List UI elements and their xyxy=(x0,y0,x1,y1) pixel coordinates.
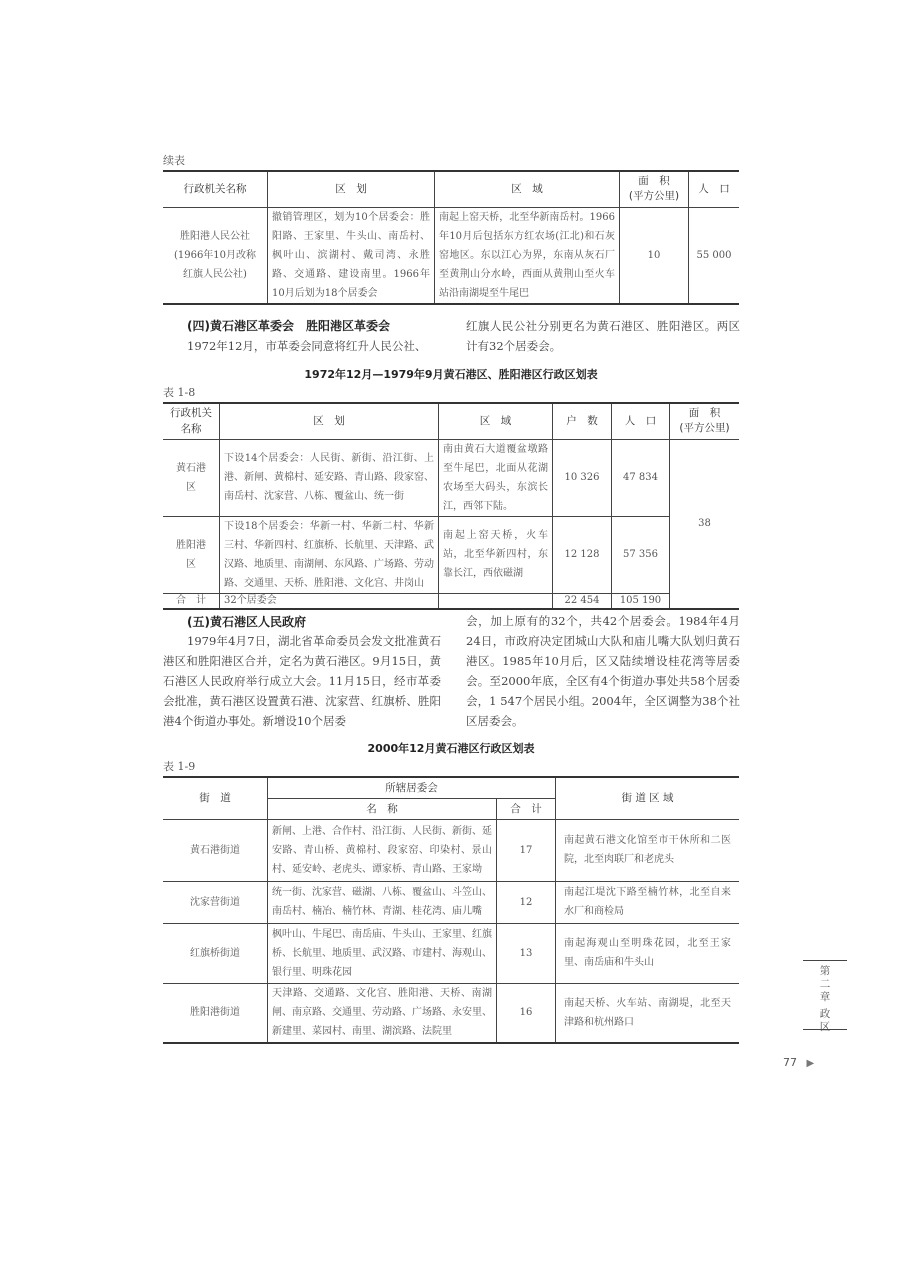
col-header-area xyxy=(620,171,689,207)
table19-label: 表 1-9 xyxy=(163,760,196,773)
cell-street: 沈家营街道 xyxy=(163,881,268,923)
chapter-number: 第二章 xyxy=(819,965,831,1003)
cell-names: 新闸、上港、合作村、沿江街、人民街、新街、延安路、青山桥、黄棉村、段家窑、印染村、景山村、延安岭、老虎头、谭家桥、青山路、王家坳 xyxy=(268,819,497,881)
col-header-name: 行政机关名称 xyxy=(163,403,220,439)
table-continued xyxy=(163,170,739,305)
table19-title: 2000年12月黄石港区行政区划表 xyxy=(367,742,535,755)
col-header-area-desc: 区 域 xyxy=(435,171,620,207)
col-header-count: 合 计 xyxy=(497,798,556,819)
col-header-street: 街 道 xyxy=(163,777,268,819)
section4-heading: (四)黄石港区革委会 胜阳港区革委会 xyxy=(187,319,390,333)
cell-street-area: 南起江堤沈下路至楠竹林，北至自来水厂和商检局 xyxy=(556,881,740,923)
cell-area-desc: 南起上窑天桥，北至华新南岳村。1966年10月后包括东方红农场(江北)和石灰窑地区。东以江心为界，东南从灰石厂至黄荆山分水岭，西面从黄荆山至火车站沿南湖堤至牛尾巴 xyxy=(435,207,620,304)
area-header-unit: (平方公里) xyxy=(628,190,680,203)
cell-names: 统一街、沈家营、磁湖、八栋、覆盆山、斗笠山、南岳村、楠冶、楠竹林、青湖、桂花湾、庙儿嘴 xyxy=(268,881,497,923)
cell-total-population: 105 190 xyxy=(612,593,670,609)
col-header-names: 名 称 xyxy=(268,798,497,819)
section5-text-right: 会，加上原有的32个，共42个居委会。1984年4月24日，市政府决定团城山大队和庙儿嘴大队划归黄石港区。1985年10月后，区又陆续增设桂花湾等居委会。至2000年底，全区有4个街道办事处共58个居委会，1 547个居民小组。2004年，全区调整为38个社区居委会。 xyxy=(466,614,740,728)
section4-text-left: 1972年12月，市革委会同意将红升人民公社、 xyxy=(187,339,427,353)
section5-text-left: 1979年4月7日，湖北省革命委员会发文批准黄石港区和胜阳港区合并，定名为黄石港区。9月15日，黄石港区人民政府举行成立大会。11月15日，经市革委会批准，黄石港区设置黄石港、沈家营、红旗桥、胜阳港4个街道办事处。新增设10个居委 xyxy=(163,634,441,728)
cell-area: 10 xyxy=(620,207,689,304)
cell-population: 47 834 xyxy=(612,439,670,516)
cell-population: 55 000 xyxy=(689,207,740,304)
col-header-area-desc: 区 域 xyxy=(439,403,553,439)
cell-total-households: 22 454 xyxy=(553,593,612,609)
cell-households: 10 326 xyxy=(553,439,612,516)
table-row xyxy=(163,881,739,923)
cell-population: 57 356 xyxy=(612,516,670,593)
area-header-line1: 面 积 xyxy=(638,175,670,188)
col-header-street-area: 街 道 区 域 xyxy=(556,777,740,819)
cell-area-desc: 南起上窑天桥，火车站，北至华新四村，东靠长江，西依磁湖 xyxy=(439,516,553,593)
cell-street: 红旗桥街道 xyxy=(163,923,268,983)
table18-title: 1972年12月—1979年9月黄石港区、胜阳港区行政区划表 xyxy=(304,368,598,381)
table-1-9 xyxy=(163,776,739,1044)
cell-count: 17 xyxy=(497,819,556,881)
cell-name: 胜阳港区 xyxy=(163,516,220,593)
area-header-unit: (平方公里) xyxy=(679,422,730,435)
section5-heading: (五)黄石港区人民政府 xyxy=(187,615,306,629)
cell-street-area: 南起黄石港文化馆至市干休所和二医院，北至肉联厂和老虎头 xyxy=(556,819,740,881)
table-row xyxy=(163,923,739,983)
cell-name: 黄石港区 xyxy=(163,439,220,516)
table-row xyxy=(163,207,739,304)
chapter-title: 政区 xyxy=(819,1008,831,1033)
col-header-group: 所辖居委会 xyxy=(268,777,556,798)
triangle-right-icon: ▶ xyxy=(806,1058,815,1069)
cell-name: 胜阳港人民公社(1966年10月改称红旗人民公社) xyxy=(163,207,268,304)
chapter-side-tab xyxy=(803,960,847,1033)
table-row xyxy=(163,439,739,516)
col-header-division: 区 划 xyxy=(268,171,435,207)
cell-total-empty xyxy=(439,593,553,609)
cell-households: 12 128 xyxy=(553,516,612,593)
cell-count: 16 xyxy=(497,983,556,1043)
cell-names: 天津路、交通路、文化宫、胜阳港、天桥、南湖闸、南京路、交通里、劳动路、广场路、永安里、新建里、菜园村、南里、湖滨路、法院里 xyxy=(268,983,497,1043)
table-row xyxy=(163,516,739,593)
col-header-households: 户 数 xyxy=(553,403,612,439)
table18-label: 表 1-8 xyxy=(163,386,196,399)
col-header-area xyxy=(670,403,740,439)
cell-street-area: 南起海观山至明珠花园，北至王家里、南岳庙和牛头山 xyxy=(556,923,740,983)
cell-count: 12 xyxy=(497,881,556,923)
table-row xyxy=(163,983,739,1043)
col-header-name: 行政机关名称 xyxy=(163,171,268,207)
col-header-division: 区 划 xyxy=(220,403,439,439)
cell-area-desc: 南由黄石大道覆盆墩路至牛尾巴，北面从花湖农场至大码头，东滨长江，西邻下陆。 xyxy=(439,439,553,516)
cell-division: 下设14个居委会：人民街、新街、沿江街、上港、新闸、黄棉村、延安路、青山路、段家窑、南岳村、沈家营、八栋、覆盆山、统一街 xyxy=(220,439,439,516)
table-row xyxy=(163,819,739,881)
table-1-8 xyxy=(163,402,739,610)
section4-text-right: 红旗人民公社分别更名为黄石港区、胜阳港区。两区计有32个居委会。 xyxy=(466,319,740,353)
page-number: 77 xyxy=(783,1056,797,1069)
cell-count: 13 xyxy=(497,923,556,983)
area-header-line1: 面 积 xyxy=(688,407,721,420)
cell-division: 撤销管理区，划为10个居委会：胜阳路、王家里、牛头山、南岳村、枫叶山、滨湖村、戴司湾、永胜路、交通路、建设南里。1966年10月后划为18个居委会 xyxy=(268,207,435,304)
cell-total-division: 32个居委会 xyxy=(220,593,439,609)
cell-street: 胜阳港街道 xyxy=(163,983,268,1043)
cell-division: 下设18个居委会：华新一村、华新二村、华新三村、华新四村、红旗桥、长航里、天津路、武汉路、地质里、南湖闸、东风路、广场路、劳动路、交通里、天桥、胜阳港、文化宫、井岗山 xyxy=(220,516,439,593)
page-number-wrap xyxy=(783,1056,814,1069)
col-header-population: 人 口 xyxy=(612,403,670,439)
cell-street-area: 南起天桥、火车站、南湖堤，北至天津路和杭州路口 xyxy=(556,983,740,1043)
cell-names: 枫叶山、牛尾巴、南岳庙、牛头山、王家里、红旗桥、长航里、地质里、武汉路、市建村、海观山、银行里、明珠花园 xyxy=(268,923,497,983)
cell-street: 黄石港街道 xyxy=(163,819,268,881)
continued-label: 续表 xyxy=(163,154,185,167)
cell-total-label: 合 计 xyxy=(163,593,220,609)
cell-area-total: 38 xyxy=(670,439,740,609)
col-header-population: 人 口 xyxy=(689,171,740,207)
table-row-total xyxy=(163,593,739,609)
